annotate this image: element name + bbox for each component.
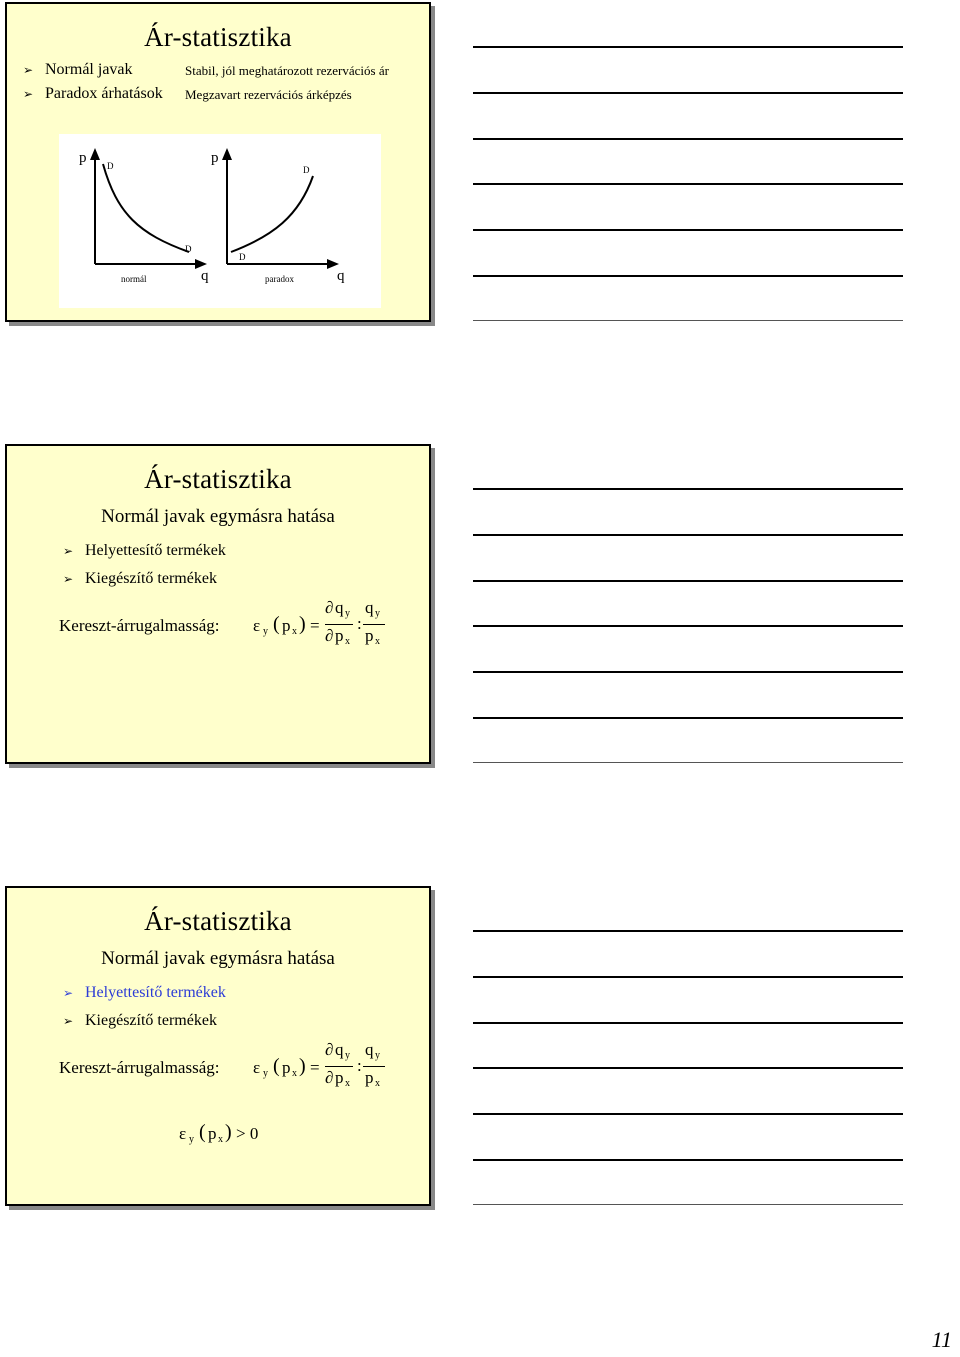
bullet-complement: ➢ Kiegészítő termékek xyxy=(63,1012,217,1029)
note-line xyxy=(473,625,903,627)
bullet-desc: Megzavart rezervációs árképzés xyxy=(185,87,352,102)
note-line xyxy=(473,580,903,582)
bullet-normal-goods: ➢ Normál javak xyxy=(23,61,133,78)
slide-3: Ár-statisztika Normál javak egymásra hatása ➢ Helyettesítő termékek ➢ Kiegészítő termékek Kereszt-árrugalmasság: ε y ( p x ) = ∂ q y ∂ p x : q y p x ε y ( p x ) > 0 xyxy=(5,886,431,1206)
note-line xyxy=(473,534,903,536)
right-y-arrow-icon xyxy=(222,148,232,160)
note-line xyxy=(473,717,903,719)
note-line xyxy=(473,1022,903,1024)
slide-1 xyxy=(5,2,431,322)
note-line xyxy=(473,320,903,321)
slide-title: Ár-statisztika xyxy=(144,22,292,52)
bullet-paradox: ➢ Paradox árhatások xyxy=(23,85,163,102)
left-y-arrow-icon xyxy=(90,148,100,160)
fraction-bar xyxy=(325,1066,353,1067)
note-line xyxy=(473,671,903,673)
left-caption: normál xyxy=(121,274,147,284)
arrow-bullet-icon: ➢ xyxy=(23,63,34,77)
arrow-bullet-icon: ➢ xyxy=(63,572,74,586)
bullet-substitute: ➢ Helyettesítő termékek xyxy=(63,542,226,559)
arrow-bullet-icon: ➢ xyxy=(63,1014,74,1028)
note-line xyxy=(473,275,903,277)
slide-subtitle: Normál javak egymásra hatása xyxy=(101,506,335,527)
bullet-complement: ➢ Kiegészítő termékek xyxy=(63,570,217,587)
left-d-bottom-label: D xyxy=(185,244,192,254)
note-line xyxy=(473,229,903,231)
paradox-demand-curve xyxy=(231,176,313,252)
slide-title: Ár-statisztika xyxy=(144,906,292,936)
right-d-top-label: D xyxy=(303,165,310,175)
note-line xyxy=(473,762,903,763)
right-p-label: p xyxy=(211,150,219,166)
note-line xyxy=(473,488,903,490)
note-line xyxy=(473,976,903,978)
slide-title: Ár-statisztika xyxy=(144,464,292,494)
normal-demand-curve xyxy=(103,164,189,252)
note-line xyxy=(473,92,903,94)
arrow-bullet-icon: ➢ xyxy=(23,87,34,101)
formula-label: Kereszt-árrugalmasság: xyxy=(59,1058,220,1077)
fraction-bar xyxy=(325,624,353,625)
arrow-bullet-icon: ➢ xyxy=(63,544,74,558)
page-number: 11 xyxy=(931,1327,952,1352)
right-q-label: q xyxy=(337,268,345,284)
slide-subtitle: Normál javak egymásra hatása xyxy=(101,948,335,969)
note-line xyxy=(473,1067,903,1069)
right-caption: paradox xyxy=(265,274,294,284)
note-line xyxy=(473,46,903,48)
left-p-label: p xyxy=(79,150,87,166)
bullet-substitute-highlighted: ➢ Helyettesítő termékek xyxy=(63,984,226,1001)
arrow-bullet-icon: ➢ xyxy=(63,986,74,1000)
note-line xyxy=(473,138,903,140)
bullet-desc: Stabil, jól meghatározott rezervációs ár xyxy=(185,63,389,78)
demand-curves-figure xyxy=(59,134,381,308)
note-line xyxy=(473,183,903,185)
right-d-bottom-label: D xyxy=(239,252,246,262)
left-q-label: q xyxy=(201,268,209,284)
note-line xyxy=(473,1159,903,1161)
note-line xyxy=(473,930,903,932)
fraction-bar xyxy=(363,624,385,625)
left-d-top-label: D xyxy=(107,161,114,171)
note-line xyxy=(473,1113,903,1115)
fraction-bar xyxy=(363,1066,385,1067)
note-line xyxy=(473,1204,903,1205)
formula-label: Kereszt-árrugalmasság: xyxy=(59,616,220,635)
slide-2: Ár-statisztika Normál javak egymásra hatása ➢ Helyettesítő termékek ➢ Kiegészítő termékek Kereszt-árrugalmasság: ε y ( p x ) = ∂ q y ∂ p x : q y p x xyxy=(5,444,431,764)
